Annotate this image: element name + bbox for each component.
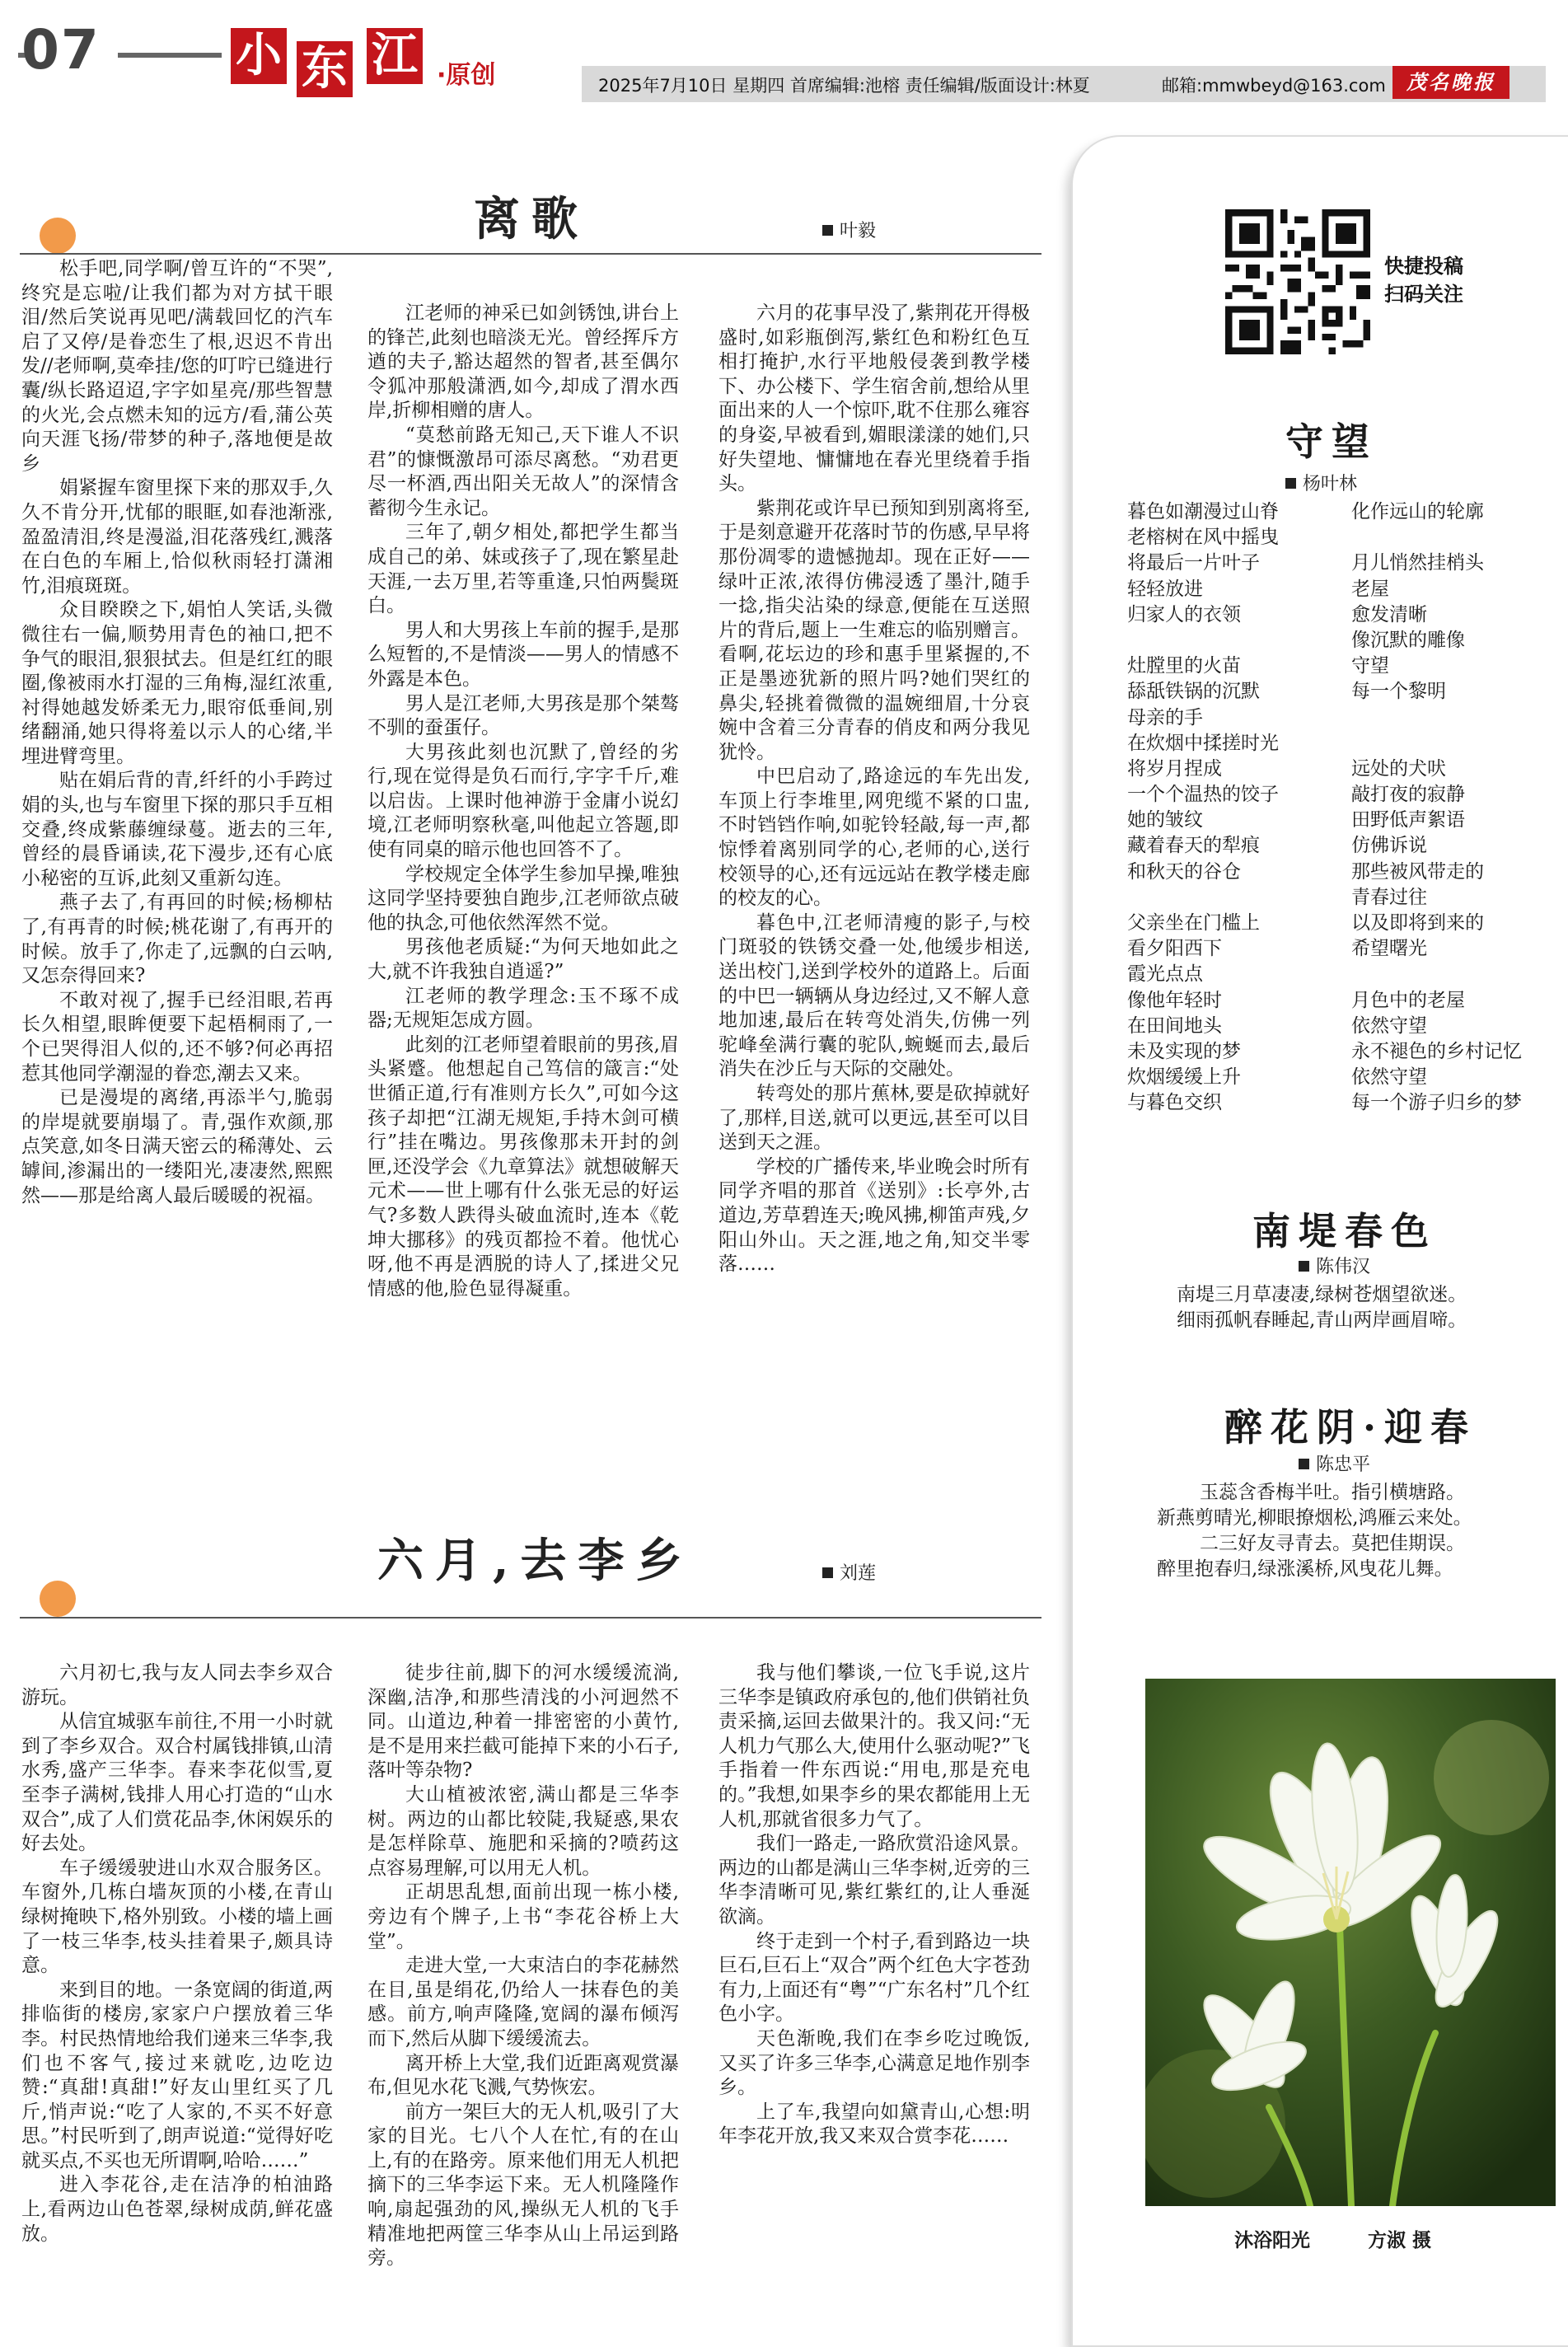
paragraph: 离开桥上大堂,我们近距离观赏瀑布,但见水花飞溅,气势恢宏。 <box>367 2052 679 2099</box>
poem-line: 化作远山的轮廓 <box>1351 501 1484 522</box>
qr-caption-line: 快捷投稿 <box>1384 255 1463 278</box>
article2-rule <box>20 1617 1041 1619</box>
poem-line: 老屋 <box>1351 578 1389 600</box>
poem-line: 以及即将到来的 <box>1351 912 1484 934</box>
paragraph: 上了车,我望向如黛青山,心想:明年李花开放,我又来双合赏李花…… <box>718 2101 1030 2148</box>
poem-line: 依然守望 <box>1351 1014 1427 1037</box>
paragraph: 贴在娟后背的青,纤纤的小手跨过娟的头,也与车窗里下探的那只手互相交叠,终成紫藤缠绿蔓。逝去的三年,曾经的晨昏诵读,花下漫步,还有心底小秘密的互诉,此刻又重新勾连。 <box>21 770 333 889</box>
poem-line: 一个个温热的饺子 <box>1127 784 1279 806</box>
poem-line: 在田间地头 <box>1127 1014 1222 1037</box>
poem-line: 永不褪色的乡村记忆 <box>1351 1040 1522 1062</box>
article2-byline: 刘莲 <box>822 1559 876 1585</box>
section-char-2: 东 <box>297 41 353 97</box>
poem-line: 在炊烟中揉搓时光 <box>1127 732 1279 754</box>
paragraph: 娟紧握车窗里探下来的那双手,久久不肯分开,忧郁的眼眶,如春池渐涨,盈盈清泪,终是漫溢,泪花落残红,溅落在白色的车厢上,恰似秋雨轻打潇湘竹,泪痕斑斑。 <box>21 477 333 597</box>
poem3-byline: 陈忠平 <box>1299 1450 1370 1476</box>
poem-line <box>1351 962 1522 987</box>
article2-title: 六月,去李乡 <box>377 1534 694 1588</box>
poem-line: 醉里抱春归,绿涨溪桥,风曳花儿舞。 <box>1157 1558 1453 1580</box>
poem-line: 月色中的老屋 <box>1351 989 1465 1011</box>
article1-byline: 叶毅 <box>822 217 876 242</box>
poem-line: 那些被风带走的 <box>1351 860 1484 883</box>
article1-dot <box>40 218 76 254</box>
poem-line: 每一个黎明 <box>1351 681 1446 703</box>
poem-line: 敲打夜的寂静 <box>1351 784 1465 806</box>
poem1-col1 <box>1127 499 1279 1117</box>
poem-line: 炊烟缓缓上升 <box>1127 1066 1241 1089</box>
paragraph: 从信宜城驱车前往,不用一小时就到了李乡双合。双合村属钱排镇,山清水秀,盛产三华李。春来李花似雪,夏至李子满树,钱排人用心打造的“山水双合”,成了人们赏花品李,休闲娱乐的好去处。 <box>21 1711 333 1855</box>
paragraph: 紫荆花或许早已预知到别离将至,于是刻意避开花落时节的伤感,早早将那份凋零的遗憾抛却。现在正好——绿叶正浓,浓得仿佛浸透了墨汁,随手一捻,指尖沾染的绿意,便能在互送照片的背后,题上一生难忘的临别赠言。看啊,花坛边的珍和惠手里紧握的,不正是墨迹犹新的照片吗?她们哭红的鼻尖,轻挑着微微的温婉细眉,十分哀婉中含着三分青春的俏皮和两分我见犹怜。 <box>718 497 1030 763</box>
poem-line <box>1351 705 1522 731</box>
poem-line: 看夕阳西下 <box>1127 938 1222 960</box>
poem2-byline: 陈伟汉 <box>1299 1253 1370 1278</box>
paragraph: 男孩他老质疑:“为何天地如此之大,就不许我独自逍遥?” <box>367 936 679 983</box>
poem-line: 和秋天的谷仓 <box>1127 860 1241 883</box>
poem-line: 新燕剪晴光,柳眼撩烟松,鸿雁云来处。 <box>1157 1507 1472 1529</box>
article1-col3 <box>718 302 1030 1422</box>
poem-line: 霞光点点 <box>1127 963 1203 986</box>
paragraph: 学校规定全体学生参加早操,唯独这同学坚持要独自跑步,江老师欲点破他的执念,可他依然浑然不觉。 <box>367 863 679 934</box>
poem-line: 像沉默的雕像 <box>1351 629 1465 651</box>
paragraph: 天色渐晚,我们在李乡吃过晚饭,又买了许多三华李,心满意足地作别李乡。 <box>718 2027 1030 2099</box>
photo-credit: 方淑 摄 <box>1368 2230 1432 2251</box>
article1-rule <box>20 253 1041 255</box>
poem-line: 藏着春天的犁痕 <box>1127 835 1260 857</box>
poem-line <box>1351 731 1522 757</box>
poem-line: 青春过往 <box>1351 886 1427 908</box>
paragraph: 转弯处的那片蕉林,要是砍掉就好了,那样,目送,就可以更远,甚至可以目送到天之涯。 <box>718 1083 1030 1154</box>
poem-line: 老榕树在风中摇曳 <box>1127 527 1279 549</box>
paragraph: 暮色中,江老师清瘦的影子,与校门斑驳的铁锈交叠一处,他缓步相送,送出校门,送到学校外的道路上。后面的中巴一辆辆从身边经过,又不解人意地加速,最后在转弯处消失,仿佛一列驼峰垒满行囊的驼队,蜿蜒而去,最后消失在沙丘与天际的交融处。 <box>718 911 1030 1080</box>
paragraph: 中巴启动了,路途远的车先出发,车顶上行李堆里,网兜缆不紧的口盅,不时铛铛作响,如驼铃轻敲,每一声,都惊悸着离别同学的心,老师的心,送行校领导的心,还有远远站在教学楼走廊的校友的心。 <box>718 766 1030 910</box>
paragraph: 正胡思乱想,面前出现一栋小楼,旁边有个牌子,上书“李花谷桥上大堂”。 <box>367 1881 679 1952</box>
article2-col1 <box>21 1661 333 2312</box>
poem-line: 暮色如潮漫过山脊 <box>1127 501 1279 522</box>
paragraph: “莫愁前路无知己,天下谁人不识君”的慷慨激昂可添尽离愁。“劝君更尽一杯酒,西出阳关无故人”的深情含蓄彻今生永记。 <box>367 424 679 519</box>
section-char-3: 江 <box>367 28 423 84</box>
poem-line <box>1127 628 1279 654</box>
poem3-title: 醉花阴·迎春 <box>1224 1405 1477 1450</box>
flower-photo <box>1145 1679 1556 2206</box>
page-number: 07 <box>21 18 101 82</box>
paragraph: 松手吧,同学啊/曾互许的“不哭”,终究是忘啦/让我们都为对方拭干眼泪/然后笑说再见吧/满载回忆的汽车启了又停/是眷恋生了根,迟迟不肯出发//老师啊,莫牵挂/您的叮咛已缝进行囊/纵长路迢迢,字字如星亮/那些智慧的火光,会点燃未知的远方/看,蒲公英向天涯飞扬/带梦的种子,落地便是故乡 <box>21 258 333 475</box>
paragraph: 六月的花事早没了,紫荆花开得极盛时,如彩瓶倒泻,紫红色和粉红色互相打掩护,水行平地般侵袭到教学楼下、办公楼下、学生宿舍前,想给从里面出来的人一个惊吓,耽不住那么雍容的身姿,早被看到,媚眼漾漾的她们,只好失望地、慵慵地在春光里绕着手指头。 <box>718 302 1030 495</box>
poem-line: 希望曙光 <box>1351 938 1427 960</box>
section-char-1: 小 <box>231 28 287 84</box>
poem-line: 将岁月捏成 <box>1127 757 1222 780</box>
poem-line <box>1127 885 1279 911</box>
article2-dot <box>40 1581 76 1617</box>
paragraph: 江老师的教学理念:玉不琢不成器;无规矩怎成方圆。 <box>367 985 679 1032</box>
poem-line: 二三好友寻青去。莫把佳期误。 <box>1200 1533 1465 1554</box>
header-rule-mid <box>118 53 222 58</box>
paragraph: 江老师的神采已如剑锈蚀,讲台上的锋芒,此刻也暗淡无光。曾经挥斥方遒的夫子,豁达超然的智者,甚至偶尔令狐冲那般潇洒,如今,却成了渭水西岸,折柳相赠的唐人。 <box>367 302 679 422</box>
paragraph: 燕子去了,有再回的时候;杨柳枯了,有再青的时候;桃花谢了,有再开的时候。放手了,你走了,远飘的白云呐,又怎奈得回来? <box>21 892 333 987</box>
paragraph: 男人和大男孩上车前的握手,是那么短暂的,不是情淡——男人的情感不外露是本色。 <box>367 619 679 690</box>
paragraph: 我们一路走,一路欣赏沿途风景。两边的山都是满山三华李树,近旁的三华李清晰可见,紫红紫红的,让人垂涎欲滴。 <box>718 1833 1030 1928</box>
poem-line: 母亲的手 <box>1127 706 1203 728</box>
poem-line: 未及实现的梦 <box>1127 1040 1241 1062</box>
article2-col2 <box>367 1661 679 2312</box>
poem-line: 父亲坐在门槛上 <box>1127 912 1260 934</box>
section-subtitle: ·原创 <box>437 61 496 90</box>
article1-col1 <box>21 257 333 1422</box>
paragraph: 男人是江老师,大男孩是那个桀骜不驯的蚕蛋仔。 <box>367 692 679 739</box>
qr-code-icon[interactable] <box>1225 209 1370 354</box>
article1-col2 <box>367 302 679 1422</box>
paragraph: 三年了,朝夕相处,都把学生都当成自己的弟、妹或孩子了,现在繁星赴天涯,一去万里,若等重逢,只怕两鬓斑白。 <box>367 522 679 617</box>
paragraph: 六月初七,我与友人同去李乡双合游玩。 <box>21 1662 333 1708</box>
poem2-title: 南堤春色 <box>1252 1209 1437 1253</box>
poem-line: 愈发清晰 <box>1351 603 1427 625</box>
poem-line: 细雨孤帆春睡起,青山两岸画眉啼。 <box>1177 1309 1467 1331</box>
poem2-body <box>1177 1282 1467 1333</box>
paragraph: 走进大堂,一大束洁白的李花赫然在目,虽是绢花,仍给人一抹春色的美感。前方,响声隆隆,宽阔的瀑布倾泻而下,然后从脚下缓缓流去。 <box>367 1955 679 2050</box>
paragraph: 终于走到一个村子,看到路边一块巨石,巨石上“双合”两个红色大字苍劲有力,上面还有“粤”“广东名村”几个红色小字。 <box>718 1930 1030 2026</box>
paragraph: 众目睽睽之下,娟怕人笑话,头微微往右一偏,顺势用青色的袖口,把不争气的眼泪,狠狠拭去。但是红红的眼圈,像被雨水打湿的三角梅,湿红浓重,衬得她越发娇柔无力,眼帘低垂间,别绪翻涌,她只得将羞以示人的心绪,半埋进臂弯里。 <box>21 599 333 767</box>
paragraph: 进入李花谷,走在洁净的柏油路上,看两边山色苍翠,绿树成荫,鲜花盛放。 <box>21 2174 333 2245</box>
poem-line: 与暮色交织 <box>1127 1092 1222 1114</box>
poem-line: 南堤三月草凄凄,绿树苍烟望欲迷。 <box>1177 1284 1467 1305</box>
poem1-col2 <box>1351 499 1522 1117</box>
poem-line: 仿佛诉说 <box>1351 835 1427 857</box>
paragraph: 不敢对视了,握手已经泪眼,若再长久相望,眼眸便要下起梧桐雨了,一个已哭得泪人似的,还不够?何必再招惹其他同学潮湿的眷恋,潮去又来。 <box>21 989 333 1084</box>
paragraph: 大男孩此刻也沉默了,曾经的劣行,现在觉得是负石而行,字字千斤,难以启齿。上课时他神游于金庸小说幻境,江老师明察秋毫,叫他起立答题,即使有同桌的暗示他也回答不了。 <box>367 741 679 861</box>
poem-line: 远处的犬吠 <box>1351 757 1446 780</box>
poem-line: 田野低声絮语 <box>1351 809 1465 832</box>
paragraph: 此刻的江老师望着眼前的男孩,眉头紧蹙。他想起自己笃信的箴言:“处世循正道,行有准则方长久”,可如今这孩子却把“江湖无规矩,手持木剑可横行”挂在嘴边。男孩像那未开封的剑匣,还没学会《九章算法》就想破解天元术——世上哪有什么张无忌的好运气?多数人跌得头破血流时,连本《乾坤大挪移》的残页都捡不着。他忧心呀,他不再是洒脱的诗人了,揉进父兄情感的他,脸色显得凝重。 <box>367 1033 679 1300</box>
poem-line: 轻轻放进 <box>1127 578 1203 600</box>
poem-line: 灶膛里的火苗 <box>1127 655 1241 677</box>
poem-line: 依然守望 <box>1351 1066 1427 1089</box>
paragraph: 徒步往前,脚下的河水缓缓流淌,深幽,洁净,和那些清浅的小河迥然不同。山道边,种着一排密密的小黄竹,是不是用来拦截可能掉下来的小石子,落叶等杂物? <box>367 1662 679 1782</box>
issue-info: 2025年7月10日 星期四 首席编辑:池榕 责任编辑/版面设计:林夏 <box>598 76 1090 96</box>
poem-line: 每一个游子归乡的梦 <box>1351 1092 1522 1114</box>
poem-line: 归家人的衣领 <box>1127 603 1241 625</box>
paragraph: 已是漫堤的离绪,再添半勺,脆弱的岸堤就要崩塌了。青,强作欢颜,那点笑意,如冬日满天密云的稀薄处、云罅间,渗漏出的一缕阳光,凄凄然,熙熙然——那是给离人最后暖暖的祝福。 <box>21 1087 333 1206</box>
poem-line: 像他年轻时 <box>1127 989 1222 1011</box>
paragraph: 来到目的地。一条宽阔的街道,两排临街的楼房,家家户户摆放着三华李。村民热情地给我们递来三华李,我们也不客气,接过来就吃,边吃边赞:“真甜!真甜!”好友山里红买了几斤,悄声说:“吃了人家的,不买不好意思。”村民听到了,朗声说道:“觉得好吃就买点,不买也无所谓啊,哈哈……” <box>21 1979 333 2171</box>
poem-line <box>1351 525 1522 550</box>
newspaper-logo: 茂名晚报 <box>1392 66 1509 99</box>
article1-title: 离歌 <box>474 192 589 246</box>
article2-col3 <box>718 1661 1030 2312</box>
poem-line: 守望 <box>1351 655 1389 677</box>
poem-line: 她的皱纹 <box>1127 809 1203 832</box>
poem-line: 玉蕊含香梅半吐。指引横塘路。 <box>1200 1482 1465 1503</box>
paragraph: 车子缓缓驶进山水双合服务区。车窗外,几栋白墙灰顶的小楼,在青山绿树掩映下,格外别致。小楼的墙上画了一枝三华李,枝头挂着果子,颇具诗意。 <box>21 1857 333 1977</box>
qr-caption-line: 扫码关注 <box>1384 283 1463 306</box>
paragraph: 前方一架巨大的无人机,吸引了大家的目光。七八个人在忙,有的在山上,有的在路旁。原来他们用无人机把摘下的三华李运下来。无人机隆隆作响,扇起强劲的风,操纵无人机的飞手精准地把两筐三华李从山上吊运到路旁。 <box>367 2101 679 2270</box>
poem-line: 月儿悄然挂梢头 <box>1351 552 1484 574</box>
paragraph: 大山植被浓密,满山都是三华李树。两边的山都比较陡,我疑惑,果农是怎样除草、施肥和采摘的?喷药这点容易理解,可以用无人机。 <box>367 1783 679 1879</box>
qr-caption <box>1384 252 1463 308</box>
poem1-byline: 杨叶林 <box>1285 470 1357 495</box>
poem1-title: 守望 <box>1285 419 1378 464</box>
paragraph: 学校的广播传来,毕业晚会时所有同学齐唱的那首《送别》:长亭外,古道边,芳草碧连天;晚风拂,柳笛声残,夕阳山外山。天之涯,地之角,知交半零落…… <box>718 1155 1030 1276</box>
photo-caption: 沐浴阳光 <box>1234 2230 1310 2251</box>
poem-line: 舔舐铁锅的沉默 <box>1127 681 1260 703</box>
poem-line: 将最后一片叶子 <box>1127 552 1260 574</box>
poem3-body <box>1157 1480 1472 1582</box>
contact-email: 邮箱:mmwbeyd@163.com <box>1162 76 1386 96</box>
paragraph: 我与他们攀谈,一位飞手说,这片三华李是镇政府承包的,他们供销社负责采摘,运回去做果汁的。我又问:“无人机力气那么大,使用什么驱动呢?”飞手指着一件东西说:“用电,那是充电的。”我想,如果李乡的果农都能用上无人机,那就省很多力气了。 <box>718 1662 1030 1830</box>
